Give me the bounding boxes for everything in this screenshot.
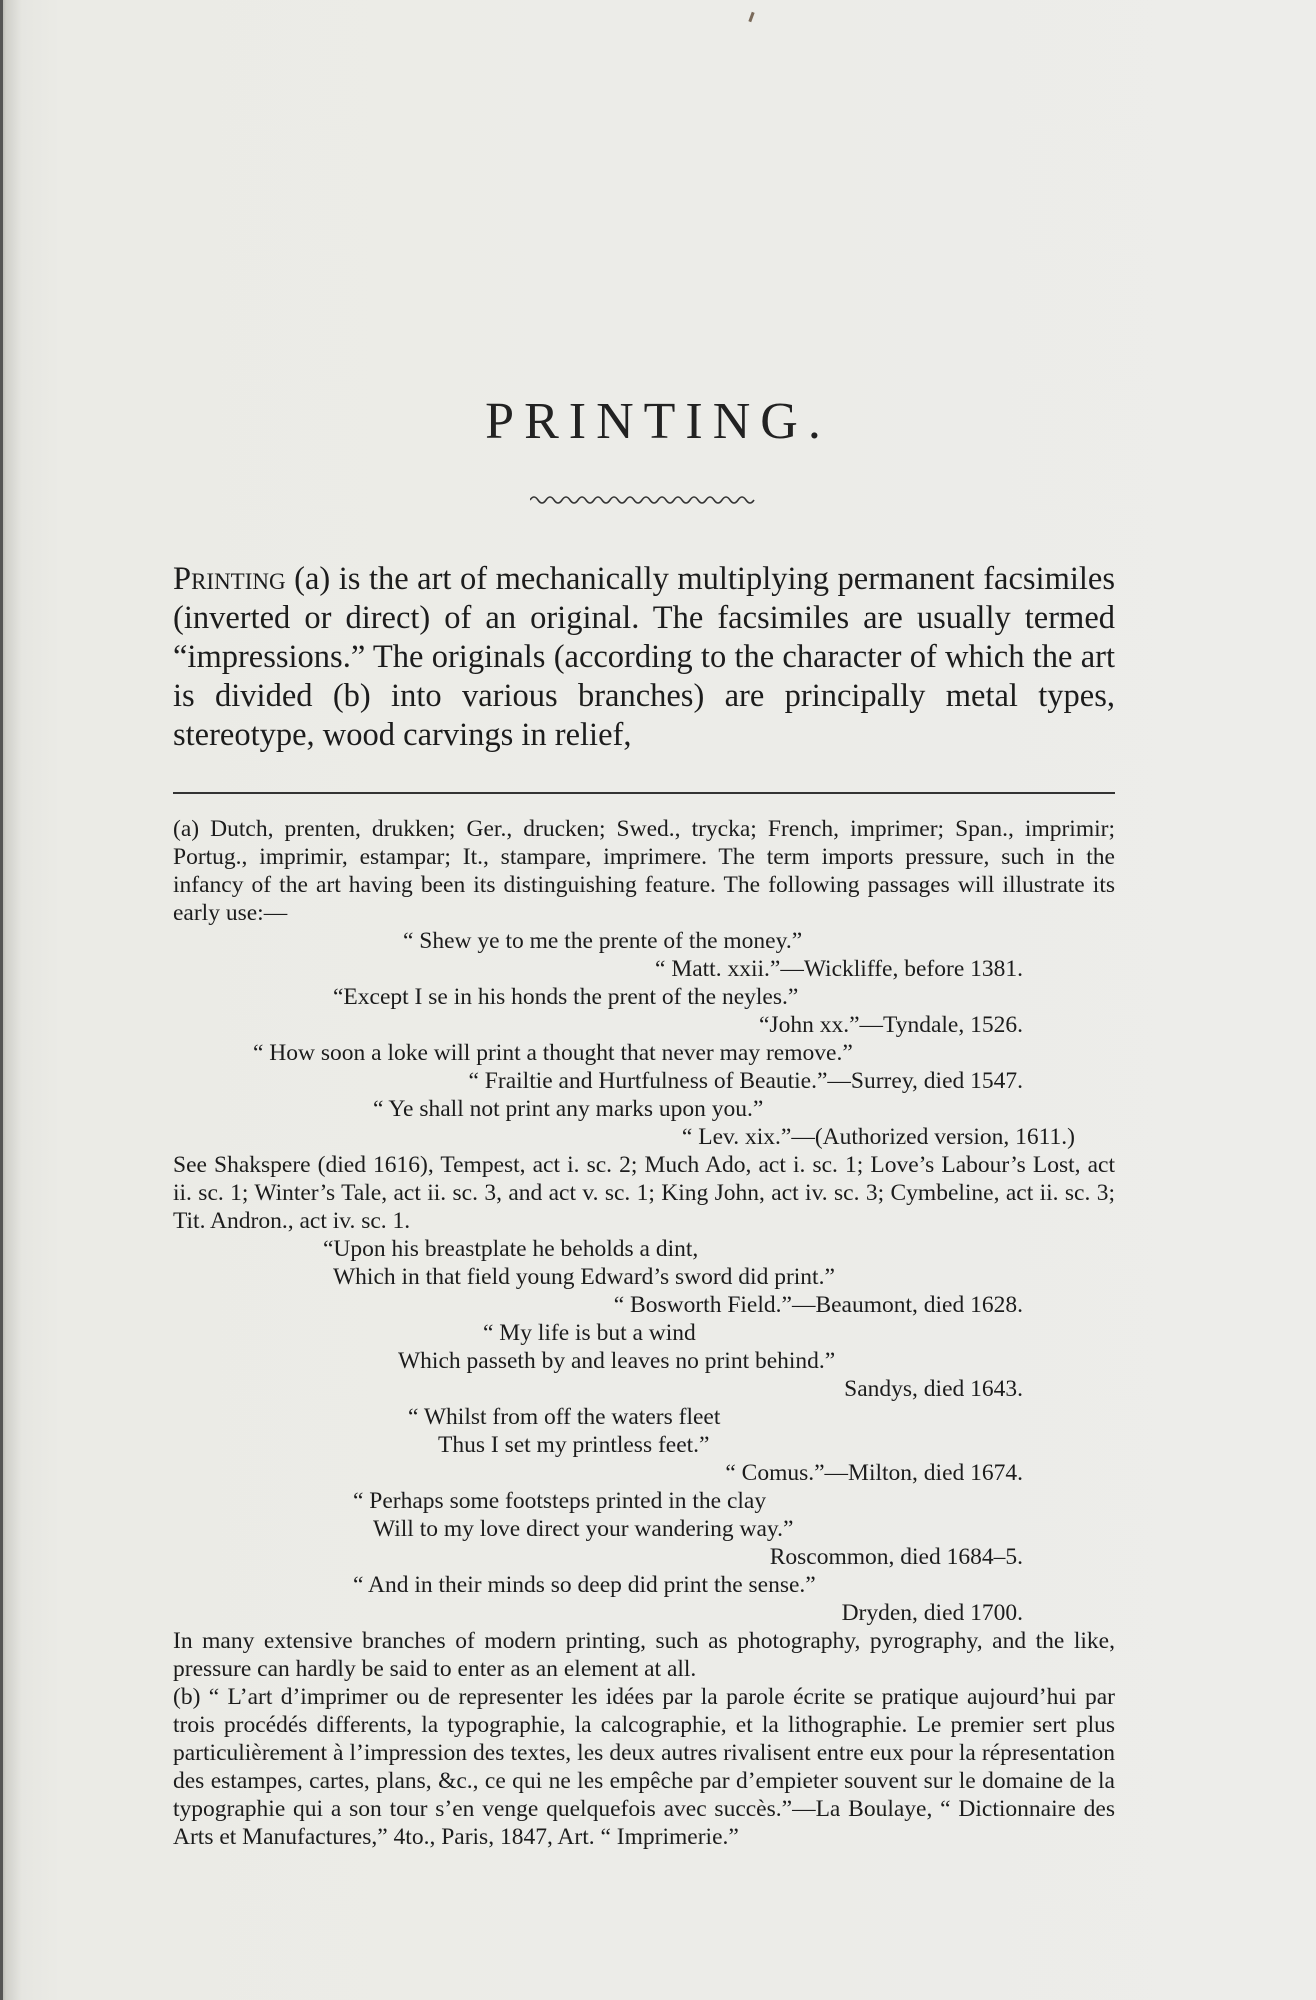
quote-line: “ And in their minds so deep did print the sense.” <box>353 1572 816 1598</box>
quote-source: “ Lev. xix.”—(Authorized version, 1611.) <box>681 1124 1075 1150</box>
page-gutter-edge <box>0 0 3 2000</box>
quote-line: “Except I se in his honds the prent of the neyles.” <box>333 984 799 1010</box>
footnote-a-intro: (a) Dutch, prenten, drukken; Ger., drucken; Swed., trycka; French, imprimer; Span., imprimir; Portug., imprimir, estampar; It., stampare, imprimere. The term imports pressure, such in the infancy of the art having been its distinguishing feature. The following passages will illustrate its early use:— <box>173 816 1115 926</box>
ink-mark <box>748 12 754 22</box>
lead-word: Printing <box>173 561 286 597</box>
quote-source: Dryden, died 1700. <box>841 1600 1023 1626</box>
quote-source: “ Comus.”—Milton, died 1674. <box>725 1460 1023 1486</box>
quote-line: “Upon his breastplate he beholds a dint, <box>323 1236 699 1262</box>
quote-line: “ How soon a loke will print a thought that never may remove.” <box>253 1040 853 1066</box>
quote-line: Which passeth by and leaves no print behind.” <box>398 1348 836 1374</box>
quote-source: Sandys, died 1643. <box>844 1376 1023 1402</box>
main-paragraph <box>173 560 1115 755</box>
quote-source: “ Frailtie and Hurtfulness of Beautie.”—Surrey, died 1547. <box>468 1068 1023 1094</box>
quote-line: “ Ye shall not print any marks upon you.” <box>373 1096 764 1122</box>
footnote-rule <box>173 792 1115 794</box>
quote-line: “ Whilst from off the waters fleet <box>408 1404 721 1430</box>
footnote-b: (b) “ L’art d’imprimer ou de representer les idées par la parole écrite se pratique aujourd’hui par trois procédés differents, la typographie, la calcographie, et la lithographie. Le premier sert plus particulièrement à l’impression des textes, les deux autres rivalisent entre eux pour la répresentation des estampes, cartes, plans, &c., ce qui ne les empêche par d’empieter souvent sur le domaine de la typographie qui a son tour s’en venge quelquefois avec succès.”—La Boulaye, “ Dictionnaire des Arts et Manufactures,” 4to., Paris, 1847, Art. “ Imprimerie.” <box>173 1684 1115 1850</box>
quote-source: “ Matt. xxii.”—Wickliffe, before 1381. <box>655 956 1023 982</box>
quote-source: “John xx.”—Tyndale, 1526. <box>759 1012 1023 1038</box>
quote-source: “ Bosworth Field.”—Beaumont, died 1628. <box>613 1292 1023 1318</box>
wavy-ornament-rule <box>530 493 755 507</box>
quote-line: Which in that field young Edward’s sword did print.” <box>333 1264 835 1290</box>
quote-line: “ My life is but a wind <box>483 1320 696 1346</box>
quote-line: Will to my love direct your wandering way.” <box>373 1516 794 1542</box>
footnotes <box>173 815 1115 1851</box>
quote-line: “ Shew ye to me the prente of the money.” <box>403 928 803 954</box>
modern-printing-note: In many extensive branches of modern printing, such as photography, pyrography, and the like, pressure can hardly be said to enter as an element at all. <box>173 1628 1115 1682</box>
main-text: (a) is the art of mechanically multiplying permanent facsimiles (inverted or direct) of an original. The facsimiles are usually termed “impressions.” The originals (according to the character of which the art is divided (b) into various branches) are principally metal types, stereotype, wood carvings in relief, <box>173 561 1115 753</box>
quote-line: Thus I set my printless feet.” <box>438 1432 710 1458</box>
quote-source: Roscommon, died 1684–5. <box>769 1544 1023 1570</box>
quote-line: “ Perhaps some footsteps printed in the clay <box>353 1488 767 1514</box>
chapter-title: PRINTING. <box>485 393 831 450</box>
shakspere-references: See Shakspere (died 1616), Tempest, act i. sc. 2; Much Ado, act i. sc. 1; Love’s Labour’s Lost, act ii. sc. 1; Winter’s Tale, act ii. sc. 3, and act v. sc. 1; King John, act iv. sc. 3; Cymbeline, act ii. sc. 3; Tit. Andron., act iv. sc. 1. <box>173 1152 1115 1234</box>
